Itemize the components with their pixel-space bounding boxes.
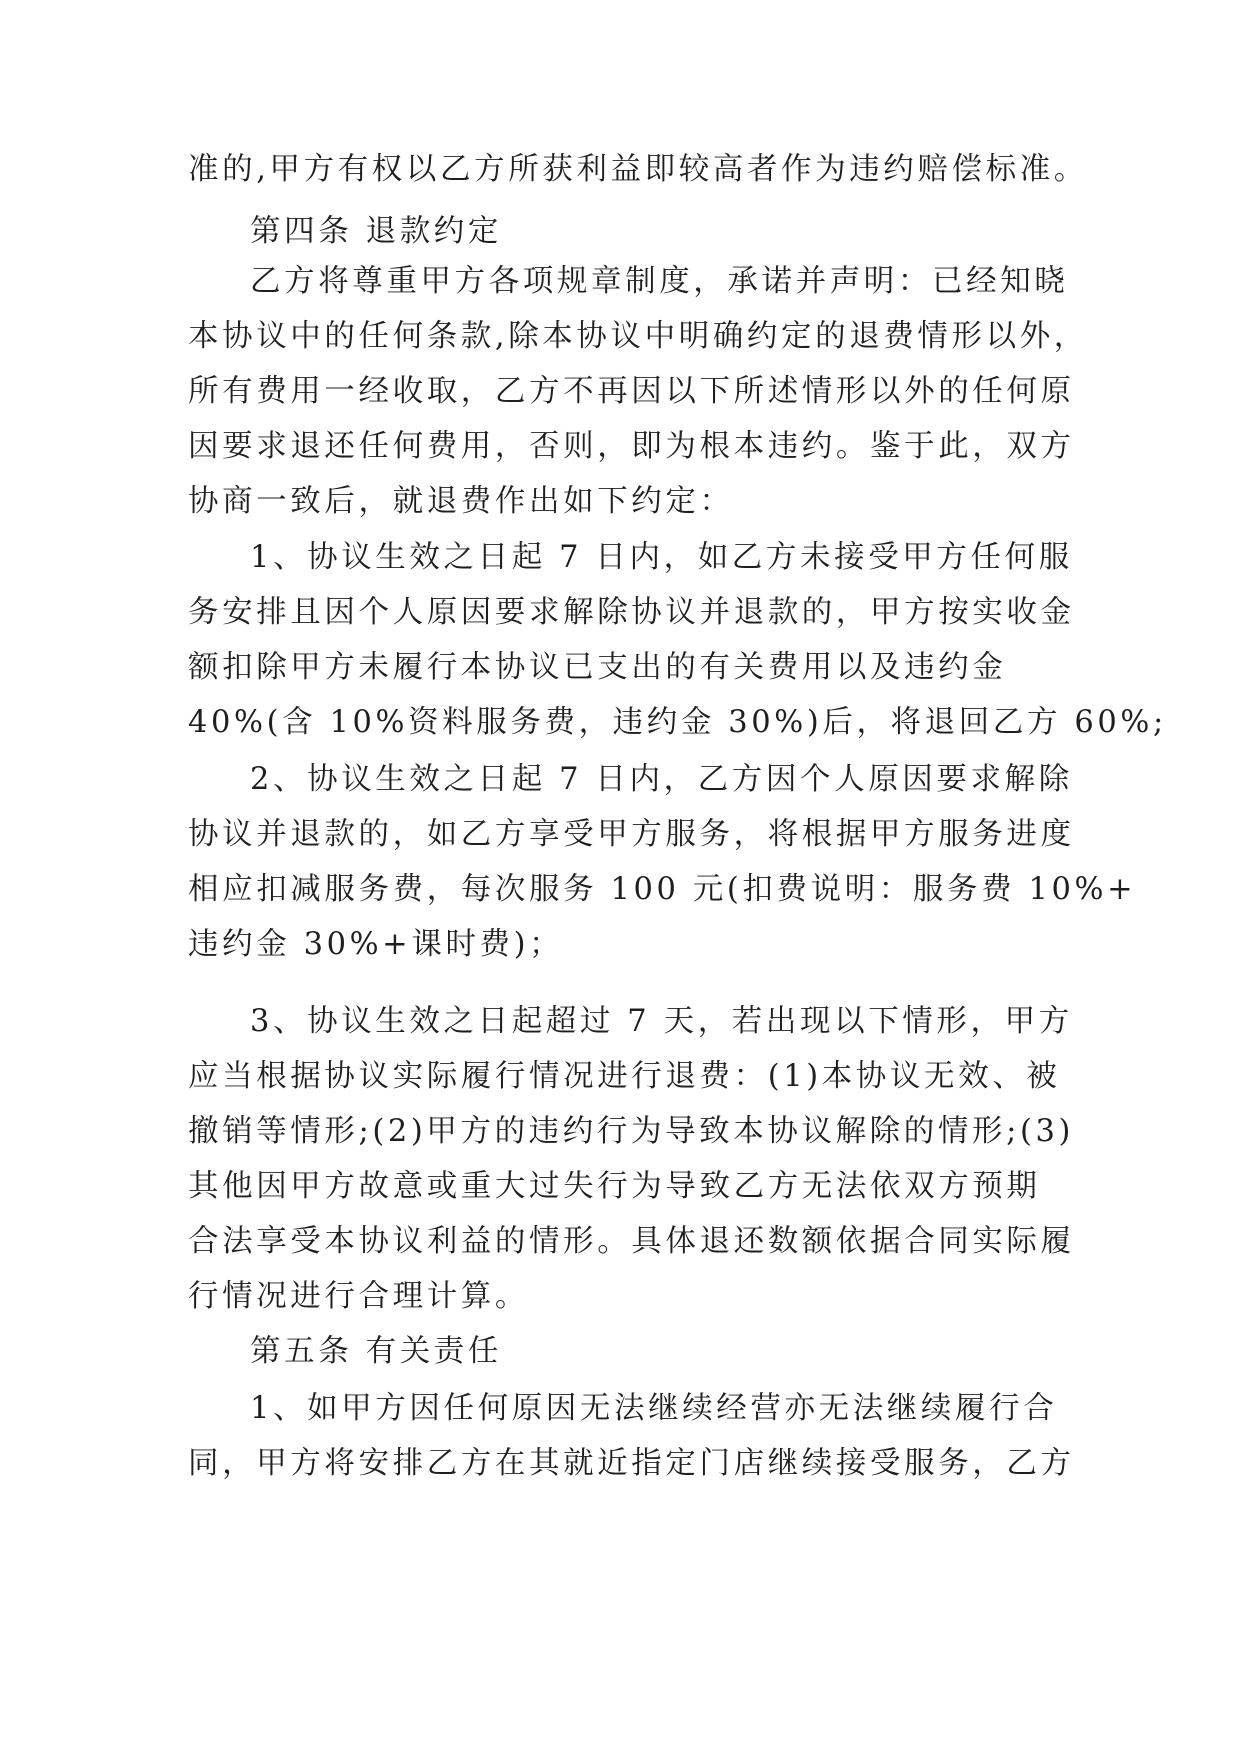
text-line: 合法享受本协议利益的情形。具体退还数额依据合同实际履 xyxy=(188,1224,1075,1259)
section-heading: 第四条 退款约定 xyxy=(250,214,502,249)
section-heading: 第五条 有关责任 xyxy=(250,1334,502,1369)
text-line: 行情况进行合理计算。 xyxy=(188,1279,529,1314)
text-line: 协议并退款的，如乙方享受甲方服务，将根据甲方服务进度 xyxy=(188,817,1075,852)
text-line: 3、协议生效之日起超过 7 天，若出现以下情形，甲方 xyxy=(250,1004,1073,1039)
text-line: 2、协议生效之日起 7 日内，乙方因个人原因要求解除 xyxy=(250,762,1073,797)
text-line: 准的,甲方有权以乙方所获利益即较高者作为违约赔偿标准。 xyxy=(188,152,1088,187)
text-line: 撤销等情形;(2)甲方的违约行为导致本协议解除的情形;(3) xyxy=(188,1114,1074,1149)
text-line: 所有费用一经收取，乙方不再因以下所述情形以外的任何原 xyxy=(188,374,1075,409)
text-line: 因要求退还任何费用，否则，即为根本违约。鉴于此，双方 xyxy=(188,429,1075,464)
text-line: 务安排且因个人原因要求解除协议并退款的，甲方按实收金 xyxy=(188,595,1075,630)
text-line: 本协议中的任何条款,除本协议中明确约定的退费情形以外， xyxy=(188,319,1088,354)
text-line: 同，甲方将安排乙方在其就近指定门店继续接受服务，乙方 xyxy=(188,1446,1075,1481)
text-line: 其他因甲方故意或重大过失行为导致乙方无法依双方预期 xyxy=(188,1169,1041,1204)
text-line: 应当根据协议实际履行情况进行退费：(1)本协议无效、被 xyxy=(188,1059,1061,1094)
text-line: 1、如甲方因任何原因无法继续经营亦无法继续履行合 xyxy=(250,1391,1058,1426)
text-line: 违约金 30%+课时费)； xyxy=(188,927,564,962)
text-line: 额扣除甲方未履行本协议已支出的有关费用以及违约金 xyxy=(188,650,1007,685)
text-line: 乙方将尊重甲方各项规章制度，承诺并声明：已经知晓 xyxy=(250,264,1069,299)
text-line: 40%(含 10%资料服务费，违约金 30%)后，将退回乙方 60%; xyxy=(188,705,1167,740)
text-line: 相应扣减服务费，每次服务 100 元(扣费说明：服务费 10%+ xyxy=(188,872,1137,907)
text-line: 协商一致后，就退费作出如下约定： xyxy=(188,484,734,519)
text-line: 1、协议生效之日起 7 日内，如乙方未接受甲方任何服 xyxy=(250,540,1073,575)
